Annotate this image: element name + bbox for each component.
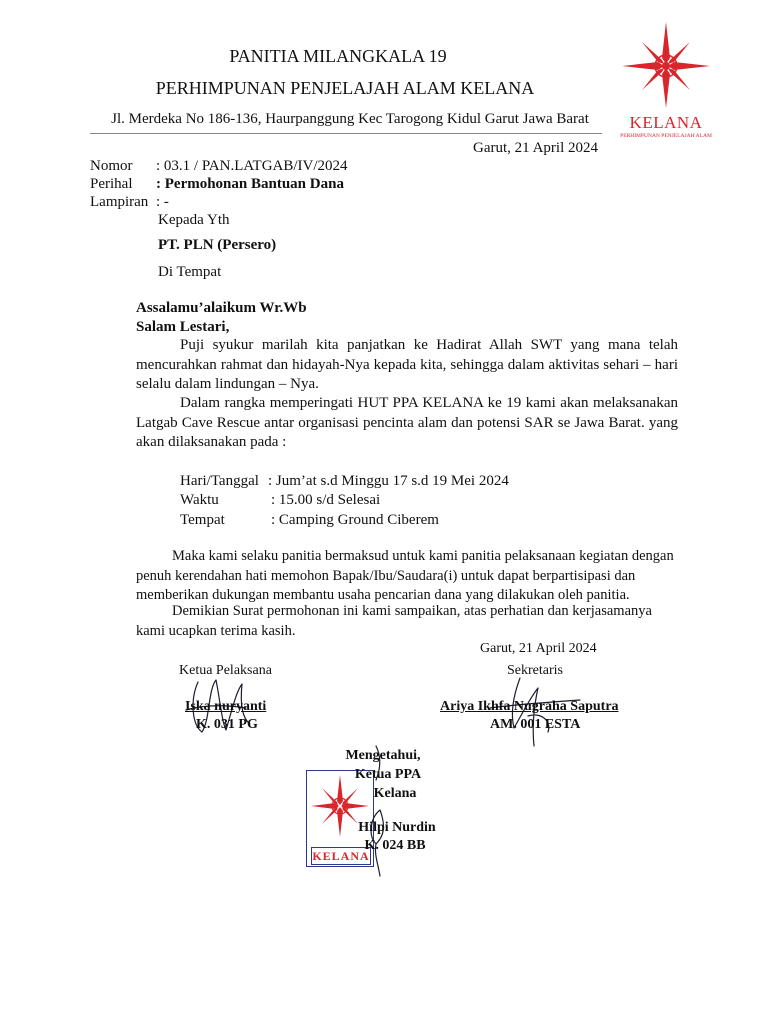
stamp-label: KELANA bbox=[312, 849, 370, 863]
header-title-line2: PERHIMPUNAN PENJELAJAH ALAM KELANA bbox=[155, 78, 535, 98]
center-role: Ketua PPA bbox=[354, 767, 422, 782]
schedule-place-value: : Camping Ground Ciberem bbox=[271, 512, 439, 528]
greeting-salam: Assalamu’alaikum Wr.Wb bbox=[136, 300, 307, 316]
letter-date: Garut, 21 April 2024 bbox=[473, 140, 598, 156]
schedule-time-value: : 15.00 s/d Selesai bbox=[271, 492, 381, 508]
paragraph-1: Puji syukur marilah kita panjatkan ke Hadirat Allah SWT yang mana telah mencurahkan rahmat dan hidayah-Nya kepada kita, sehingga dalam aktivitas sehari – hari selalu dalam lindungan – Nya. bbox=[136, 337, 678, 392]
header-divider bbox=[90, 133, 602, 134]
meta-perihal-value: : Permohonan Bantuan Dana bbox=[156, 176, 344, 192]
right-signer-id: AM. 001 ESTA bbox=[490, 717, 581, 732]
left-signer-id: K. 031 PG bbox=[196, 717, 258, 732]
schedule-date-label: Hari/Tanggal bbox=[180, 473, 259, 489]
greeting-lestari: Salam Lestari, bbox=[136, 319, 230, 335]
right-signer-name: Ariya Ikhfa Nugraha Saputra bbox=[440, 699, 619, 714]
center-signer-name: Hilpi Nurdin bbox=[358, 820, 436, 835]
center-signer-id: K. 024 BB bbox=[364, 838, 426, 853]
center-org: Kelana bbox=[373, 786, 417, 801]
recipient: PT. PLN (Persero) bbox=[158, 237, 277, 253]
meta-nomor-label: Nomor bbox=[90, 158, 133, 174]
schedule-date-value: : Jum’at s.d Minggu 17 s.d 19 Mei 2024 bbox=[268, 473, 509, 489]
header-address: Jl. Merdeka No 186-136, Haurpanggung Kec Tarogong Kidul Garut Jawa Barat bbox=[111, 111, 589, 127]
center-handwritten-signature bbox=[340, 740, 420, 880]
kelana-logo bbox=[620, 20, 712, 145]
meta-lampiran-label: Lampiran bbox=[90, 194, 149, 210]
center-acknowledge: Mengetahui, bbox=[345, 748, 421, 763]
paragraph-2: Dalam rangka memperingati HUT PPA KELANA ke 19 kami akan melaksanakan Latgab Cave Rescue antar organisasi pencinta alam dan potensi SAR se Jawa Barat. yang akan dilaksanakan pada : bbox=[136, 395, 678, 450]
meta-lampiran-value: : - bbox=[156, 194, 169, 210]
right-signer-role: Sekretaris bbox=[507, 663, 563, 678]
schedule-place-label: Tempat bbox=[180, 512, 225, 528]
left-signer-name: Iska nuryanti bbox=[185, 699, 267, 714]
header-title-line1: PANITIA MILANGKALA 19 bbox=[229, 46, 447, 66]
logo-subtitle: PERHIMPUNAN PENJELAJAH ALAM bbox=[620, 133, 712, 139]
recipient-location: Di Tempat bbox=[158, 264, 222, 280]
left-signer-role: Ketua Pelaksana bbox=[179, 663, 272, 678]
paragraph-3: Maka kami selaku panitia bermaksud untuk kami panitia pelaksanaan kegiatan dengan penuh kerendahan hati memohon Bapak/Ibu/Saudara(i) untuk dapat berpartisipasi dan memberikan dukungan membantu usaha pencarian dana yang dilakukan oleh panitia. bbox=[136, 548, 674, 603]
meta-perihal-label: Perihal bbox=[90, 176, 133, 192]
logo-name: KELANA bbox=[629, 113, 703, 132]
schedule-time-label: Waktu bbox=[180, 492, 219, 508]
to-line: Kepada Yth bbox=[158, 212, 230, 228]
signature-date: Garut, 21 April 2024 bbox=[480, 641, 597, 656]
meta-nomor-value: : 03.1 / PAN.LATGAB/IV/2024 bbox=[156, 158, 348, 174]
paragraph-4: Demikian Surat permohonan ini kami sampaikan, atas perhatian dan kerjasamanya kami ucapkan terima kasih. bbox=[136, 603, 652, 639]
